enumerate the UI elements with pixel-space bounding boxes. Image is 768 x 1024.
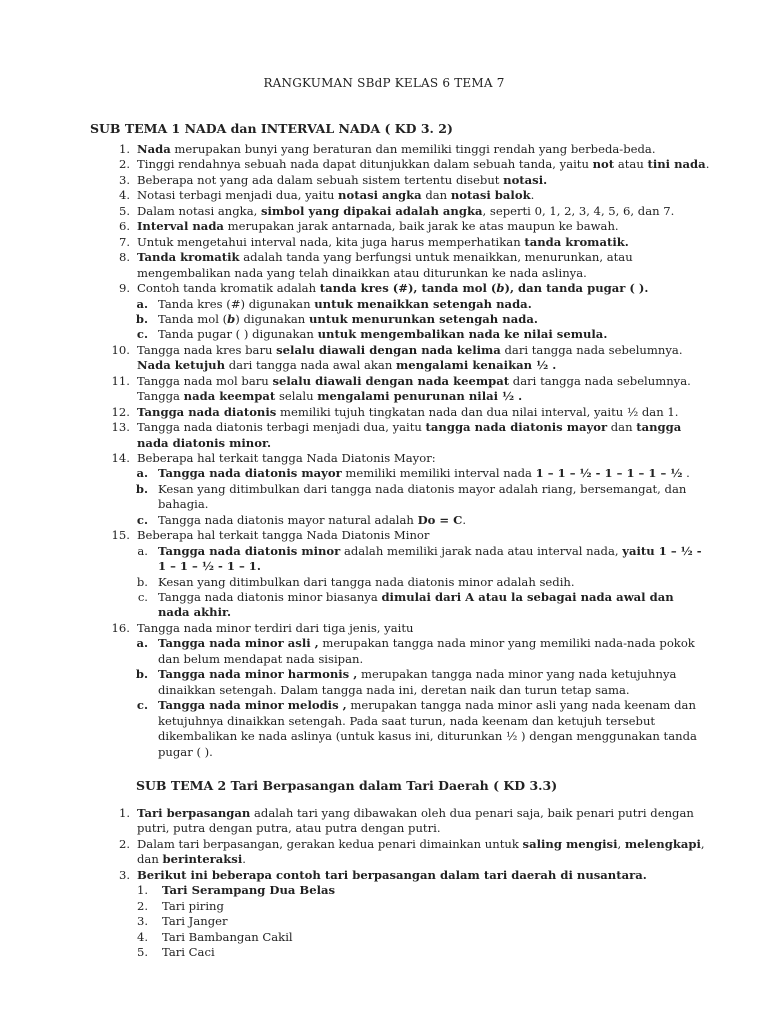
list-number: 2. [136,898,148,913]
list-text-line: 1 – 1 – ½ - 1 – 1. [158,559,261,574]
list-number: 4. [118,188,130,203]
list-text-line: Notasi terbagi menjadi dua, yaitu notasi angka dan notasi balok. [137,188,535,203]
document-title: RANGKUMAN SBdP KELAS 6 TEMA 7 [263,76,505,90]
list-text-line: Dalam notasi angka, simbol yang dipakai adalah angka, seperti 0, 1, 2, 3, 4, 5, 6, dan 7. [137,203,675,218]
list-text-line: Tari Bambangan Cakil [162,929,293,944]
list-number: a. [136,466,148,481]
list-number: a. [136,296,148,311]
section-1-heading: SUB TEMA 1 NADA dan INTERVAL NADA ( KD 3. 2) [90,121,453,136]
list-number: 11. [111,373,130,388]
list-text-line: Tangga nada kres baru selalu diawali dengan nada kelima dari tangga nada sebelumnya. [137,342,683,357]
list-text-line: Tangga nada mol baru selalu diawali dengan nada keempat dari tangga nada sebelumnya. [137,373,691,388]
list-number: 2. [118,157,130,172]
list-number: 1. [118,806,130,820]
list-number: 8. [118,250,130,265]
list-text-line: Beberapa hal terkait tangga Nada Diatonis Mayor: [137,451,436,465]
list-text-line: Tinggi rendahnya sebuah nada dapat ditunjukkan dalam sebuah tanda, yaitu not atau tini nada. [137,157,710,172]
list-number: 9. [118,281,130,296]
list-text-line: Tangga nada diatonis minor adalah memiliki jarak nada atau interval nada, yaitu 1 – ½ - [158,543,702,558]
list-number: b. [135,667,148,682]
list-text-line: Kesan yang ditimbulkan dari tangga nada diatonis mayor adalah riang, bersemangat, dan [158,481,687,496]
list-text-line: mengembalikan nada yang telah dinaikkan atau diturunkan ke nada aslinya. [137,265,587,280]
list-text-line: Tangga nada minor terdiri dari tiga jenis, yaitu [137,620,414,635]
list-text-line: Tari berpasangan adalah tari yang dibawakan oleh dua penari saja, baik penari putri dengan [137,806,694,820]
list-number: 7. [118,234,130,249]
list-number: 1. [118,142,130,156]
list-text-line: Nada merupakan bunyi yang beraturan dan memiliki tinggi rendah yang berbeda-beda. [137,142,656,156]
list-number: 5. [136,945,148,960]
list-text-line: Tanda mol (b) digunakan untuk menurunkan setengah nada. [158,311,538,326]
list-text-line: Untuk mengetahui interval nada, kita juga harus memperhatikan tanda kromatik. [137,234,629,249]
list-number: c. [136,512,148,527]
list-number: b. [136,574,148,589]
list-text-line: Tangga nada diatonis memiliki tujuh tingkatan nada dan dua nilai interval, yaitu ½ dan 1. [137,404,679,419]
list-text-line: nada diatonis minor. [137,435,272,450]
list-number: 6. [118,219,130,234]
list-number: b. [135,481,148,496]
list-text-line: pugar ( ). [158,744,213,759]
list-number: b. [135,311,148,326]
list-number: c. [137,590,148,605]
list-text-line: Berikut ini beberapa contoh tari berpasangan dalam tari daerah di nusantara. [137,867,647,882]
list-number: 1. [136,883,148,898]
list-text-line: putri, putra dengan putra, atau putra dengan putri. [137,821,441,836]
list-text-line: dan belum mendapat nada sisipan. [158,651,364,666]
list-text-line: Beberapa not yang ada dalam sebuah sistem tertentu disebut notasi. [137,172,548,187]
list-text-line: dan berinteraksi. [137,852,246,867]
list-text-line: Tangga nada diatonis minor biasanya dimulai dari A atau la sebagai nada awal dan [158,590,674,605]
list-text-line: Tangga nada diatonis terbagi menjadi dua, yaitu tangga nada diatonis mayor dan tangga [137,420,682,435]
list-text-line: Contoh tanda kromatik adalah tanda kres (#), tanda mol (b), dan tanda pugar ( ). [137,281,649,296]
list-text-line: Tangga nada minor melodis , merupakan tangga nada minor asli yang nada keenam dan [158,698,696,713]
list-text-line: Nada ketujuh dari tangga nada awal akan mengalami kenaikan ½ . [137,358,557,373]
list-number: a. [137,543,148,558]
list-number: 2. [118,836,130,851]
list-text-line: Dalam tari berpasangan, gerakan kedua penari dimainkan untuk saling mengisi, melengkapi, [137,836,705,851]
list-text-line: Tari piring [162,898,224,913]
list-number: c. [136,698,148,713]
list-text-line: Tangga nada diatonis mayor natural adalah Do = C. [158,512,467,527]
list-number: 5. [118,203,130,218]
list-number: 10. [111,342,130,357]
list-text-line: Tanda kres (#) digunakan untuk menaikkan setengah nada. [158,296,532,311]
list-text-line: dikembalikan ke nada aslinya (untuk kasus ini, diturunkan ½ ) dengan menggunakan tanda [158,729,697,744]
list-text-line: Interval nada merupakan jarak antarnada, baik jarak ke atas maupun ke bawah. [137,219,619,234]
list-text-line: Tangga nada minor asli , merupakan tangga nada minor yang memiliki nada-nada pokok [158,636,695,651]
list-text-line: Tangga nada minor harmonis , merupakan tangga nada minor yang nada ketujuhnya [158,667,677,682]
list-text-line: Kesan yang ditimbulkan dari tangga nada diatonis minor adalah sedih. [158,574,575,589]
list-text-line: ketujuhnya dinaikkan setengah. Pada saat turun, nada keenam dan ketujuh tersebut [158,713,656,728]
list-text-line: bahagia. [158,497,209,512]
list-number: 15. [111,528,130,543]
list-number: 3. [118,867,130,882]
list-text-line: Tangga nada keempat selalu mengalami penurunan nilai ½ . [137,389,523,404]
list-text-line: Tari Janger [162,914,228,929]
list-text-line: nada akhir. [158,605,232,620]
list-text-line: dinaikkan setengah. Dalam tangga nada ini, deretan naik dan turun tetap sama. [158,682,630,697]
list-text-line: Tangga nada diatonis mayor memiliki memiliki interval nada 1 – 1 – ½ - 1 – 1 – 1 – ½ . [158,466,690,481]
list-number: 16. [111,620,130,635]
list-text-line: Tanda pugar ( ) digunakan untuk mengembalikan nada ke nilai semula. [158,327,608,342]
list-number: 4. [136,929,148,944]
list-number: 12. [111,404,130,419]
list-number: 3. [136,914,148,929]
list-number: c. [136,327,148,342]
list-number: 14. [111,451,130,465]
list-text-line: Tari Serampang Dua Belas [162,883,336,898]
list-text-line: Tari Caci [162,945,215,960]
list-text-line: Beberapa hal terkait tangga Nada Diatonis Minor [137,528,430,543]
list-text-line: Tanda kromatik adalah tanda yang berfungsi untuk menaikkan, menurunkan, atau [137,250,633,265]
list-number: 3. [118,172,130,187]
section-2-heading: SUB TEMA 2 Tari Berpasangan dalam Tari Daerah ( KD 3.3) [136,778,558,793]
list-number: a. [136,636,148,651]
list-number: 13. [111,420,130,435]
